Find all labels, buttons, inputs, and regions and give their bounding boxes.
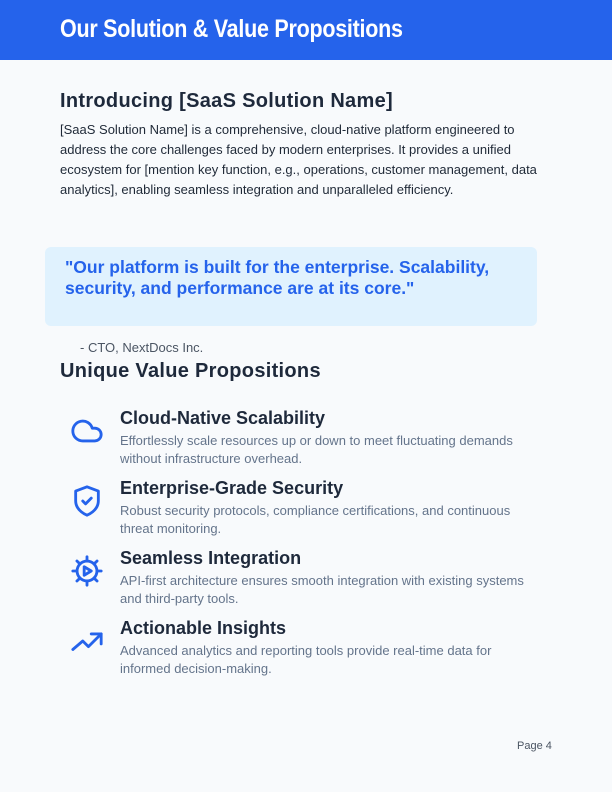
page-title: Our Solution & Value Propositions [60, 15, 403, 43]
quote-text: "Our platform is built for the enterprise. Scalability, security, and performance are at its core." [65, 257, 490, 298]
cloud-icon [70, 414, 104, 448]
value-desc: Advanced analytics and reporting tools provide real-time data for informed decision-making. [120, 643, 492, 676]
intro-heading: Introducing [SaaS Solution Name] [60, 90, 393, 112]
quote-attribution: - CTO, NextDocs Inc. [80, 340, 204, 355]
values-heading: Unique Value Propositions [60, 360, 321, 382]
value-item-integration [60, 548, 550, 610]
value-desc: Effortlessly scale resources up or down to meet fluctuating demands without infrastructure overhead. [120, 433, 513, 466]
value-item-cloud [60, 408, 550, 470]
intro-body: [SaaS Solution Name] is a comprehensive, cloud-native platform engineered to address the core challenges faced by modern enterprises. It provides a unified ecosystem for [mention key function, e.g., operations, customer management, data analytics], enabling seamless integration and unparalleled efficiency. [60, 122, 537, 197]
gear-icon [70, 554, 104, 588]
page-number: Page 4 [517, 740, 552, 752]
value-title: Cloud-Native Scalability [120, 408, 326, 428]
value-desc: Robust security protocols, compliance certifications, and continuous threat monitoring. [120, 503, 511, 536]
shield-check-icon [70, 484, 104, 518]
quote-box [45, 247, 537, 326]
value-item-security [60, 478, 550, 540]
value-title: Seamless Integration [120, 548, 302, 568]
page-header [0, 0, 612, 60]
value-item-insights [60, 618, 550, 680]
value-title: Enterprise-Grade Security [120, 478, 344, 498]
value-title: Actionable Insights [120, 618, 287, 638]
trending-up-icon [70, 624, 104, 658]
value-desc: API-first architecture ensures smooth integration with existing systems and third-party tools. [120, 573, 524, 606]
